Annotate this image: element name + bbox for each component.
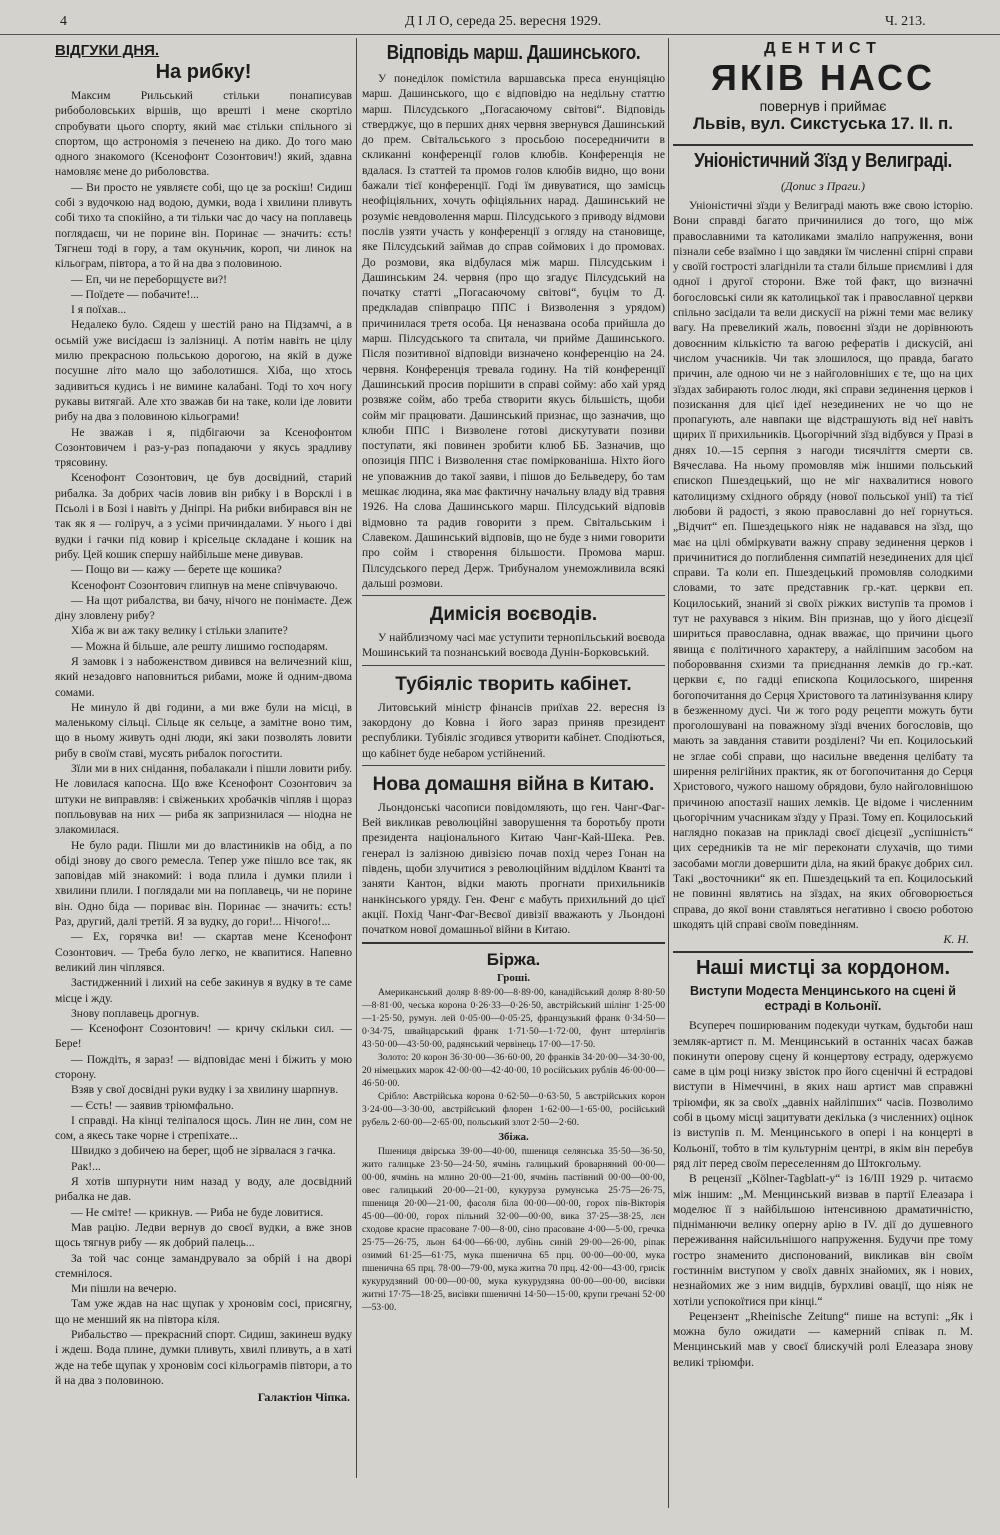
paragraph: У найблизчому часі має уступити тернопільський воєвода Мошинський та познанський воєвода Дунін-Борковський. — [362, 631, 665, 660]
paragraph: Я замовк і з набоженством дивився на величезний кіш, який незадовго наповниться рибами, може й одним-двома сомами. — [55, 654, 352, 699]
paragraph: — Ксенофонт Созонтович! — кричу скільки сил. — Бере! — [55, 1022, 352, 1051]
paragraph: Всупереч поширюваним подекуди чуткам, будьтоби наш земляк-артист п. М. Менцинський в останніх часах бажав покинути оперову сцену й концертову естраду, одержуємо саме в цім році низку звісток про його сценічні й естрадові виступи в Німеччині, в яких наш артист мав справжні тріюмфи, як за своїх „давніх найліпших“ часів. Позволимо собі в цьому місці зацитувати декілька (з численних) оцінок із виступів п. М. Менцинського в опері і на концерті в Кольонії, тобто в тім культурнім центрі, в якім він перебув ряд літ перед своїм переселенням до Штокгольму. — [673, 1019, 973, 1170]
column-divider — [668, 38, 669, 1508]
article-headline: Нова домашня війна в Китаю. — [372, 773, 655, 795]
column-right — [673, 38, 973, 1513]
article-divider — [362, 765, 665, 766]
paragraph: Рибальство — прекрасний спорт. Сидиш, закинеш вудку і ждеш. Вода плине, думки пливуть, хвилі пливуть, а в хаті жде на тебе щупак у хроновім сосі кільограмів півтори, а то й на два з половиною. — [55, 1328, 352, 1387]
paragraph: Не було ради. Пішли ми до властиників на обід, а по обіді знову до свого ремесла. Тепер уже пішло все так, як заповідав мій знакомий: і вода плила і думки плили і хвилини плили. І поглядали ми на поплавець, чи не порине він. Одно біда — пориває він. Поринає — значить: єсть! Раз, другий, далі третій. Я за вудку, до гори!... Нічого!... — [55, 838, 352, 929]
paragraph: І справді. На кінці теліпалося щось. Лин не лин, сом не сом, а якесь таке чорне і стрепіхате... — [55, 1113, 352, 1143]
article-body — [673, 198, 973, 932]
paragraph: — На щот рибалства, ви бачу, нічого не понімаєте. Деж діну зловлену рибу? — [55, 593, 352, 623]
paragraph: — Ех, горячка ви! — скартав мене Ксенофонт Созонтович. — Треба було легко, не квапитися. Напевно великий лин чіплявся. — [55, 930, 352, 974]
paragraph: — Пождіть, я зараз! — відповідає мені і біжить у мою сторону. — [55, 1052, 352, 1081]
running-header — [0, 0, 1000, 35]
paragraph: Я хотів шпурнути ним назад у воду, але досвідний рибалка не дав. — [55, 1175, 352, 1204]
article-body — [362, 630, 665, 661]
paragraph: Недалеко було. Сядеш у шестій рано на Підзамчі, а в осьмій уже висідаєш із залізниці. А потім навіть не цілу милю прекрасною польською дорогою, на якій в дуже посушне літо мало що заболотишся. Хіба, що хтось задивиться кудись і не вимине калабані. Тоді то хоч ногу рукавы витягай. Але хто зважав би на таке, коли іде ловити рибу на два з половиною кільограми! — [55, 318, 352, 424]
paragraph: — Ви просто не уявляєте собі, що це за роскіш! Сидиш собі з вудочкою над водою, думки, вода і хвилини пливуть собі тихо та спокійно, а ти тільки час до часу на поплавець поглядаєш, чи не порине він. Поринає — значить: єсть! Тягнеш тоді в гору, а там окуньчик, короп, чи линок на кільограм, півтора, а то й на два з половиною. — [55, 180, 352, 271]
article-headline: Відповідь марш. Дашинського. — [386, 42, 641, 64]
article-dateline: (Допис з Праги.) — [781, 179, 865, 193]
column-left — [55, 38, 352, 1478]
paragraph: Литовський міністр фінансів приїхав 22. вересня із закордону до Ковна і його зараз приняв президент республики. Тубіяліс згодився утворити кабінет. Сподіються, що кабінет буде небаром устійнений. — [362, 700, 665, 760]
paragraph: — Пощо ви — кажу — берете ще кошика? — [71, 563, 282, 577]
article-body — [673, 1018, 973, 1370]
paragraph: Взяв у свої досвідні руки вудку і за хвилину шарпнув. — [71, 1083, 339, 1097]
paragraph: Мав рацію. Ледви вернув до своєї вудки, а вже знов щось тягнув рибу — як добрий палець... — [55, 1220, 352, 1250]
money-title: Гроші. — [496, 971, 531, 984]
grain-rates: Пшениця двірська 39·00—40·00, пшениця селянська 35·50—36·50, жито галицьке 23·50—24·50, ячмінь галицький броварняний 00·00—00·00, ячмінь на млино 20·00—21·00, ячмінь пастівний 00·00—00·00, овес галицький 20·00—21·00, кукуруза румунська 25·75—26·75, пшениця 20·00—21·00, фасоля біла 00·00—00·00, горох пів-Вікторія 45·00—00·00, горох пільний 32·00—00·00, вика 37·25—38·25, лєн сходове красне прасоване 7·00—8·00, сіно прасоване 4·00—5·00, гречка 25·75—26·75, льон 64·00—66·00, лубінь синій 29·00—26·00, ріпак озимий 61·25—61·75, мука пшенична 65 прц. 00·00—00·00, мука пшенична 65 прц. 78·00—79·00, мука житна 70 прц. 42·00—43·00, грисік кукурудзяний 00·00—00·00, мука кукурудзяна 00·00—00·00, висівки житні 17·75—18·25, висівки пшеничні 14·50—15·00, крупи гречані 52·00—53·00. — [362, 1145, 665, 1313]
article-headline: Уніоністичний Зїзд у Велиграді. — [694, 150, 952, 172]
paragraph: Там уже ждав на нас щупак у хроновім сосі, присягну, що не менший як на півтора кіля. — [55, 1297, 352, 1326]
paragraph: Рак!... — [71, 1159, 101, 1173]
paragraph: Льондонські часописи повідомляють, що ген. Чанг-Фаг-Вей викликав революційні заворушення та боротьбу проти президента національного Китаю Чанг-Кай-Шека. Рев. генерал із залізною дивізією почав похід через Гонан на південь, щоби злучитися з революційним відділом Кванті та заняти Кантон, відки мають прогнати прихильників нанкінського уряду. Ген. Фенг є мабуть прихильний до цієї акції. Похід Чанг-Фаг-Веєвої дивізії вважають у Льондоні початком нової домашньої війни в Китаю. — [362, 800, 665, 937]
paragraph: Максим Рильський стільки понаписував рибоболовських віршів, що врешті і мене скортіло спробувати цього спорту, який має стільки спільного зі спортом, що астрономія з печенею на дико. До того маю одного знакомого (Ксенофонт Созонтович!) який, здавна намовляє мене до риболовства. — [55, 89, 352, 179]
article-signature: Галактіон Чіпка. — [257, 1390, 350, 1405]
paragraph: Рецензент „Rheinische Zeitung“ пише на вступі: „Як і можна було ожидати — камерний співак п. М. Менцинський мав у своєї блискучій ролі Елеазара знову великі тріюмфи. — [673, 1309, 973, 1369]
column-middle — [362, 38, 665, 1478]
page-number: 4 — [60, 14, 67, 29]
exchange-title: Біржа. — [486, 949, 541, 969]
paragraph: Ми пішли на вечерю. — [71, 1282, 177, 1296]
paragraph: І я поїхав... — [71, 303, 127, 317]
ad-name: ЯКІВ НАСС — [711, 57, 935, 98]
paragraph: — Не сміте! — крикнув. — Риба не буде ловитися. — [71, 1205, 324, 1219]
money-rates: Американський доляр 8·89·00—8·89·00, канадійський доляр 8·80·50—8·81·00, чеська корона 0·26·33—0·26·50, австрійський шілінг 1·25·00—1·25·50, румун. лей 0·05·00—0·05·25, французький франк 0·34·50—0·34·75, швайцарський франк 1·71·50—1·72·00, фунт штерлінгів 43·50·00—43·50·00, радянський червінець 17·00—17·50. — [362, 986, 665, 1050]
paragraph: Швидко з добичею на берег, щоб не зірвалася з гачка. — [71, 1144, 336, 1158]
paragraph: Знову поплавець дрогнув. — [71, 1006, 200, 1020]
paragraph: — Єсть! — заявив тріюмфально. — [71, 1098, 234, 1112]
paragraph: Не зважав і я, підбігаючи за Ксенофонтом Созонтовичем і раз-у-раз попадаючи у якусь зрадливу трясовину. — [55, 425, 352, 470]
article-body — [362, 71, 665, 591]
article-divider — [673, 951, 973, 953]
ad-profession: ДЕНТИСТ — [764, 40, 882, 57]
issue-number: Ч. 213. — [885, 14, 926, 29]
article-headline: Наші мистці за кордоном. — [695, 957, 951, 980]
article-divider — [362, 595, 665, 596]
article-divider — [673, 144, 973, 146]
silver-rates: Срібло: Австрійська корона 0·62·50—0·63·50, 5 австрійських корон 3·24·00—3·30·00, австрійський флорен 1·62·00—1·65·00, російський рубель 2·60·00—2·65·00, польський злот 2·50—2·60. — [362, 1090, 665, 1128]
rubric-label: ВІДГУКИ ДНЯ. — [55, 42, 160, 59]
article-headline: На рибку! — [155, 61, 252, 83]
paragraph: Зїли ми в них снідання, побалакали і пішли ловити рибу. Не ловилася капосна. Що вже Ксенофонт Созонтович за штуки не виправляв: і свіженьких хробачків чіпляв і щораз попльовував на них — риба як запризнилася — ніодна не злакомилася. — [55, 762, 352, 837]
paragraph: Уніоністичні зїзди у Велиграді мають вже свою історію. Вони справді багато причинилися до того, що між православними та католиками змаліло напруження, вони пізнали себе взаїмно і що завдяки їм численні спірні справи у своїй гострості злагідніли та стали більше приємливі і для одної і другої сторони. Вже той факт, що визначні богословські сили як католицької так і православної церкви спільно засідали та вели дискусії на ріжні теми має велику вагу. На превеликий жаль, повоєнні зїзди не дорівнюють довоєнним кількістю та вагою рефератів і дискусій, ані числом учасників. Чи так злошилося, що правда, багато причин, але одною чи не з найголовніших є те, що на цих зїздах забирають голос люди, які справи зединення церков і позискання для цієї ідеї незединених не чо що не пропагують, але навпаки ще відстрашують від неї навіть щирих її прихильників. Цьогорічний зїзд відбувся у Празі в днях 10.—15 серпня з нагоди тисячліття смерти св. Вячеслава. На ньому промовляв між іншими польський єпископ Пшездецький, що не міг нахвалитися нового католицизму східного обряду (нової польської унії) та тієї любови й радості, з якою православні до неї горнуться. „Відчит“ еп. Пшездецького ніяк не надавався на зїзд, що має на цілі обміркувати важну справу зединення церков і причинитися до поглиблення симпатій незединених для цієї справи. Та коли еп. Пшездецький промовляв солодкими словами, то затє представник гр.-кат. церкви еп. Коцилоський, знаний зі своїх ріжких виступів та промов і тут не рахувався з ніким. Він признав, що у його дієцезії шириться православна, однак вважає, що причини цього явища є політичного характеру, а найліпшим засобом на побороввання схизми та приєднання лемків до гр.-кат. церкви є, по гадці епископа Коцилоського, ширення богопочитання до Серця Христового та латинізування клиру в безженному дусі. Чи ж того роду рецепти можуть бути проголошувані на поважному зїзді вчених богословів, що мають за завдання ставити розділені? Чи еп. Коцилоський не зглае собі справи, що насильне введення целібату та ширення релігійних практик, як от богопочитання до Серця Христового, чужого нашому обрядови, було найголовнішою причиною апостазії наших лемків. Це відоме і численним цьогорічним учасникам зїзду у Празі. Тому еп. Коцилоський наглядно показав на прикладі своєї дієцезії „успішність“ цих середників та не міг переконати слухачів, що тими засобами могли довершити діла, на який бракує добрих сил. Такі „восточники“ як еп. Пшездецький та еп. Коцилоський не повинні являтись на зїздах, на яких обговорюється справа, до якої вони ставляться негативно і своєю роботою шкодять цій справі своїм поведінням. — [673, 199, 973, 931]
article-body — [362, 800, 665, 938]
column-divider — [356, 38, 357, 1478]
paragraph: У понеділок помістила варшавська преса енунціяцію марш. Дашинського, що є відповідю на недільну статтю марш. Пілсудського „Погасаючому світові“. Відповідь стверджує, що в перших днях червня звернувся Дашинський до прем. Світальського з просьбою посередничити в скликанні конференції голов клюбів. Конференція не вдалася. Із статтей та промов голов клюбів видно, що вони бажали тієї конференції. Годі їм дивуватися, що замісць неофіціяльних, хочуть офіціяльних нарад. Дашинський не розуміє невдоволення марш. Пілсудського з приводу відмови послів узяти участь у конференції з огляду на становище, яке Пілсудський займав до справ соймових і до промовах. До розмови, яка відбулася між марш. Пілсудським і Дашинським 24. червня (про що згадує Пілсудський на початку статті „Погасаючому світові“, буцім то Д. предкладав співпрацю ППС і Визволення з урядом) причинилася третя особа. Ця неназвана особа прийшла до марш. Пілсудського та спитала, чи прийме Дашинського. Після позитивної відповіди визначено конференцію на 24. червня. Конференція тревала годину. На тій конференції Дашинський просив порішити в справі сойму: або хай уряд розвяже сойм, або треба створити якусь більшість, щоби сойм міг працювати. Дашинський признає, що зазначив, що клюби ППС і Визволене готові дискутувати позиви поступати, які повинен зробити клюб ББ. Зазначив, що опозиція ППС і Визволення стає поміркованіша. Ніхто його не уповажнив до такої заяви, і пішов до Бельведеру, бо там мешкає людина, яка має фактичну начальну владу від травня 1926. На слова Дашинського марш. Пілсудський відповів відмовно та радив говорити з прем. Світальським і Славеком. Дашинський відповів, що не буде з ними говорити про сойм і створення більшости. Промова марш. Пілсудського перед Держ. Трибуналом унеможливила всякі дальші розмови. — [362, 72, 665, 590]
ad-tagline: повернув і приймає — [759, 98, 887, 114]
article-divider — [362, 665, 665, 666]
paragraph: Ксенофонт Созонтович глипнув на мене співчуваючо. — [71, 578, 338, 592]
paragraph: — Поїдете — побачите!... — [71, 287, 199, 301]
article-body — [362, 700, 665, 761]
paragraph: — Еп, чи не перебоpщуєте ви?! — [71, 272, 228, 286]
masthead-title: Д І Л О, середа 25. вересня 1929. — [405, 14, 602, 29]
article-signature: К. Н. — [943, 932, 969, 947]
paragraph: В рецензії „Kölner-Tagblatt-у“ із 16/ІІІ 1929 р. читаємо між іншим: „М. Менцинський визвав в партії Елеазара і моделює її з найбільшою інтенсивною драматичністю, підніманючи велику оперну арію в IV. дії до душевного переживання найсильнішого напруження. Будучи пре тому гостро знаменито диспонований, викликав він своїм гостиннім виступом у своїх давніх знайомих, як і нових, незнайомих же з ним видців, бурхливі овації, що ніяк не хотіли успокоїтися при кінці.“ — [673, 1172, 973, 1308]
article-headline: Тубіяліс творить кабінет. — [395, 673, 632, 695]
paragraph: Застидженний і лихий на себе закинув я вудку в те саме місце і жду. — [55, 976, 352, 1005]
paragraph: Ксенофонт Созонтович, це був досвідний, старий рибалка. За добрих часів ловив він рибку і в Ворсклі і в Псьолі і в Бозі і навіть у Дніпрі. На рибки вибирався він не так як я — голіруч, а з усіми причиндалами. У нього і дві вудки і гачки під ковир і крісельце складане і кошик на рибу. Цей кошик спершу найбільше мене дивував. — [55, 471, 352, 561]
paragraph: Хіба ж ви аж таку велику і стільки злапите? — [71, 624, 288, 638]
gold-rates: Золото: 20 корон 36·30·00—36·60·00, 20 франків 34·20·00—34·30·00, 20 німецьких марок 42·00·00—42·40·00, 10 російських рублів 46·00·00—46·50·00. — [362, 1051, 665, 1089]
paragraph: — Можна й більше, але решту лишимо господарям. — [71, 639, 328, 653]
dentist-advertisement — [673, 38, 973, 140]
article-headline: Димісія воєводів. — [429, 604, 598, 626]
grain-title: Збіжа. — [498, 1130, 529, 1143]
paragraph: За той час сонце замандрувало за обрій і на дворі стемнілося. — [55, 1251, 352, 1280]
article-divider — [362, 942, 665, 944]
article-body — [55, 88, 352, 1388]
ad-address: Львів, вул. Сикстуська 17. II. п. — [692, 114, 954, 133]
exchange-section — [362, 950, 665, 1314]
article-subtitle: Виступи Модеста Менцинського на сцені й естраді в Кольонії. — [690, 984, 956, 1014]
paragraph: Не минуло й дві години, а ми вже були на місці, в маленькому сільці. Сільце як сельце, а замітне воно тим, що в ньому живуть одні люди, які заки позволять ловити рибу в своїм ставі, мусять рибалок погостити. — [55, 700, 352, 760]
